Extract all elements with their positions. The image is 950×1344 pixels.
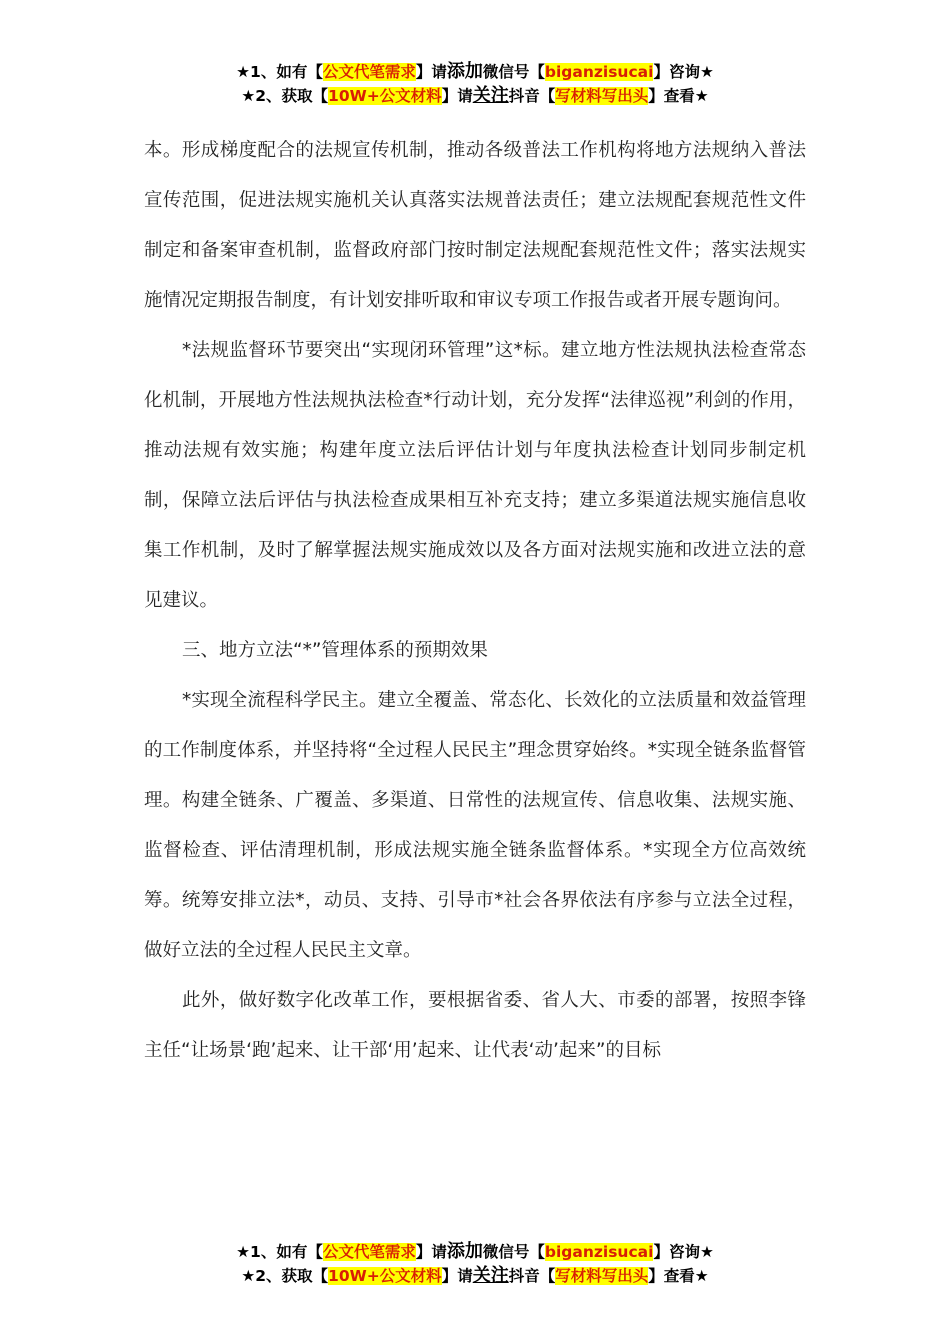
banner-text: 微信号【 (482, 63, 545, 81)
banner-text: 】咨询★ (653, 1243, 714, 1261)
highlight-wechat-id: biganzisucai (544, 63, 654, 81)
banner-text: 抖音【 (508, 1267, 556, 1285)
header-banner (0, 60, 950, 108)
highlight-materials: 10W+公文材料 (328, 1267, 442, 1285)
paragraph: *实现全流程科学民主。建立全覆盖、常态化、长效化的立法质量和效益管理的工作制度体系，并坚持将“全过程人民民主”理念贯穿始终。*实现全链条监督管理。构建全链条、广覆盖、多渠道、日常性的法规宣传、信息收集、法规实施、监督检查、评估清理机制，形成法规实施全链条监督体系。*实现全方位高效统筹。统筹安排立法*，动员、支持、引导市*社会各界依法有序参与立法全过程，做好立法的全过程人民民主文章。 (144, 690, 806, 961)
banner-text: 微信号【 (482, 1243, 545, 1261)
banner-line-2 (0, 84, 950, 108)
paragraph: 本。形成梯度配合的法规宣传机制，推动各级普法工作机构将地方法规纳入普法宣传范围，促进法规实施机关认真落实法规普法责任；建立法规配套规范性文件制定和备案审查机制，监督政府部门按时制定法规配套规范性文件；落实法规实施情况定期报告制度，有计划安排听取和审议专项工作报告或者开展专题询问。 (144, 140, 806, 311)
document-body (144, 126, 806, 1076)
banner-text-emphasis: 关注 (472, 85, 509, 106)
banner-text: 】请 (415, 63, 447, 81)
banner-text: ★1、如有【 (236, 63, 323, 81)
footer-banner (0, 1240, 950, 1288)
highlight-wechat-id: biganzisucai (544, 1243, 654, 1261)
banner-text: 】查看★ (648, 87, 709, 105)
banner-text: 】咨询★ (653, 63, 714, 81)
banner-text-emphasis: 添加 (446, 1241, 483, 1262)
banner-text: 】查看★ (648, 1267, 709, 1285)
banner-line-2 (0, 1264, 950, 1288)
banner-text: ★2、获取【 (241, 1267, 329, 1285)
section-heading: 三、地方立法“*”管理体系的预期效果 (182, 640, 488, 661)
banner-text: ★1、如有【 (236, 1243, 323, 1261)
highlight-materials: 10W+公文材料 (328, 87, 442, 105)
banner-text: ★2、获取【 (241, 87, 329, 105)
paragraph: *法规监督环节要突出“实现闭环管理”这*标。建立地方性法规执法检查常态化机制，开展地方性法规执法检查*行动计划，充分发挥“法律巡视”利剑的作用，推动法规有效实施；构建年度立法后评估计划与年度执法检查计划同步制定机制，保障立法后评估与执法检查成果相互补充支持；建立多渠道法规实施信息收集工作机制，及时了解掌握法规实施成效以及各方面对法规实施和改进立法的意见建议。 (144, 340, 806, 611)
banner-text: 】请 (415, 1243, 447, 1261)
highlight-service: 公文代笔需求 (322, 63, 416, 81)
banner-line-1 (0, 1240, 950, 1264)
highlight-service: 公文代笔需求 (322, 1243, 416, 1261)
highlight-douyin: 写材料写出头 (555, 1267, 649, 1285)
banner-text-emphasis: 关注 (472, 1265, 509, 1286)
highlight-douyin: 写材料写出头 (555, 87, 649, 105)
banner-text-emphasis: 添加 (446, 61, 483, 82)
banner-line-1 (0, 60, 950, 84)
banner-text: 】请 (441, 87, 473, 105)
banner-text: 抖音【 (508, 87, 556, 105)
banner-text: 】请 (441, 1267, 473, 1285)
paragraph: 此外，做好数字化改革工作，要根据省委、省人大、市委的部署，按照李锋主任“让场景‘跑’起来、让干部‘用’起来、让代表‘动’起来”的目标 (144, 990, 806, 1061)
